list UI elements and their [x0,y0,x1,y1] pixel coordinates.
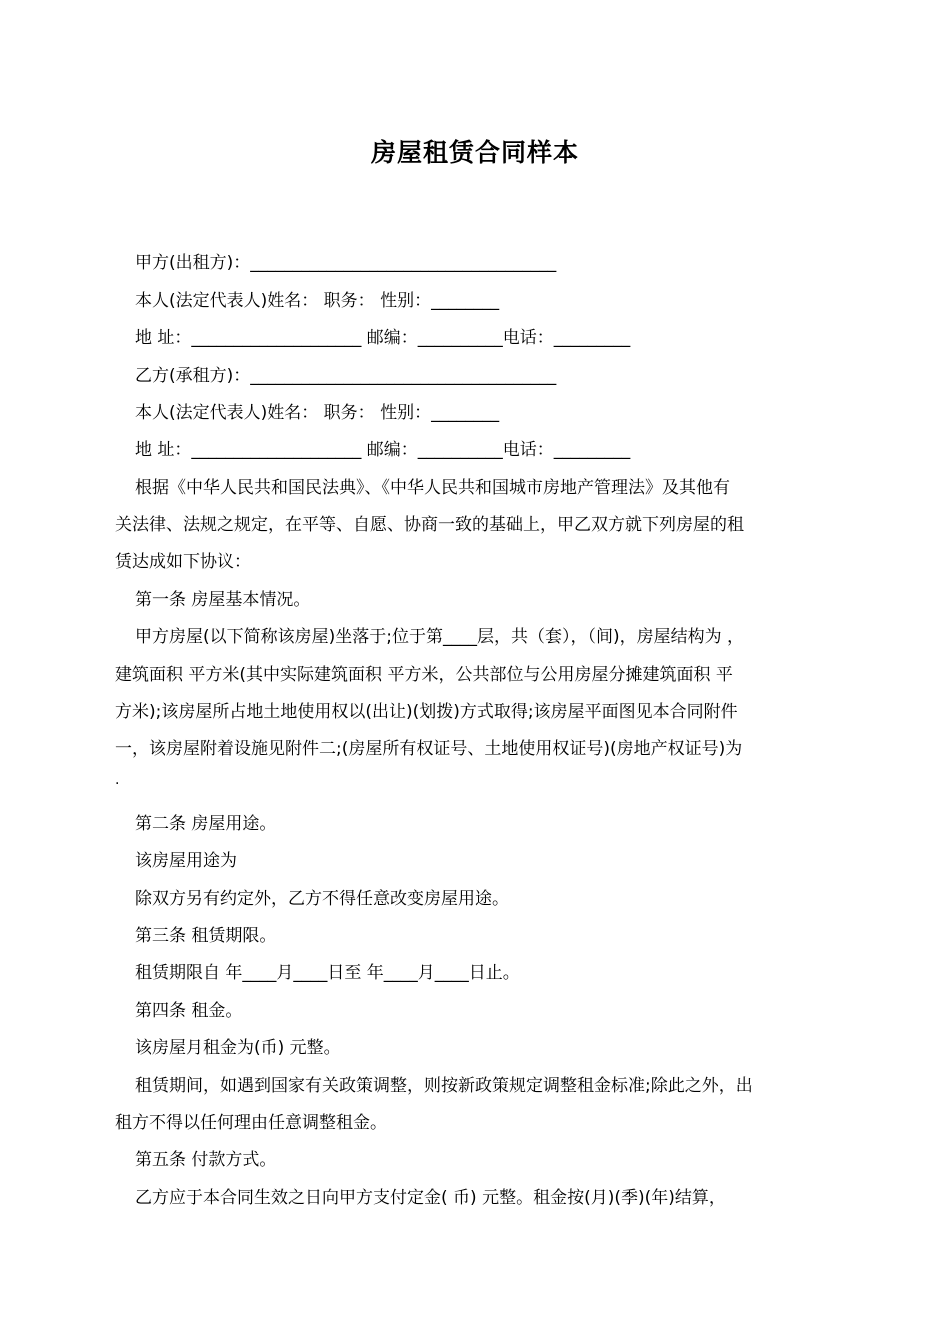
article-body-line: 租赁期限自 年____月____日至 年____月____日止。 [135,963,520,983]
preamble-line: 关法律、法规之规定，在平等、自愿、协商一致的基础上，甲乙双方就下列房屋的租 [115,515,744,535]
article-body-line: 该房屋用途为 [135,851,237,871]
article-body-line: 该房屋月租金为(币) 元整。 [135,1038,341,1058]
article-body-line: 建筑面积 平方米(其中实际建筑面积 平方米，公共部位与公用房屋分摊建筑面积 平 [115,665,733,685]
party-a-address-line: 地 址：____________________ 邮编：__________电话：_________ [135,328,631,348]
document-title: 房屋租赁合同样本 [370,138,579,167]
preamble-line: 根据《中华人民共和国民法典》、《中华人民共和国城市房地产管理法》及其他有 [135,478,730,498]
party-b-rep-line: 本人(法定代表人)姓名： 职务： 性别：________ [135,403,500,423]
article-body-line: 租赁期间，如遇到国家有关政策调整，则按新政策规定调整租金标准;除此之外，出 [135,1076,753,1096]
party-a-rep-line: 本人(法定代表人)姓名： 职务： 性别：________ [135,291,500,311]
article-body-line: 乙方应于本合同生效之日向甲方支付定金( 币) 元整。租金按(月)(季)(年)结算， [135,1188,726,1208]
preamble-line: 赁达成如下协议： [115,552,251,572]
article-body-line: 租方不得以任何理由任意调整租金。 [115,1113,387,1133]
article-body-line: 方米);该房屋所占地土地使用权以(出让)(划拨)方式取得;该房屋平面图见本合同附件 [115,702,738,722]
article-body-line: 除双方另有约定外，乙方不得任意改变房屋用途。 [135,889,509,909]
party-b-line: 乙方(承租方)：____________________________________ [135,366,557,386]
article-body-line: 一，该房屋附着设施见附件二;(房屋所有权证号、土地使用权证号)(房地产权证号)为 [115,739,743,759]
article-heading: 第一条 房屋基本情况。 [135,590,311,610]
party-a-line: 甲方(出租方)：____________________________________ [135,253,557,273]
party-b-address-line: 地 址：____________________ 邮编：__________电话：_________ [135,440,631,460]
article-body-line: 甲方房屋(以下简称该房屋)坐落于;位于第____层，共（套），（间)，房屋结构为 ， [135,627,745,647]
article-heading: 第四条 租金。 [135,1001,243,1021]
article-body-line: . [115,772,120,788]
article-heading: 第五条 付款方式。 [135,1150,277,1170]
article-heading: 第二条 房屋用途。 [135,814,277,834]
article-heading: 第三条 租赁期限。 [135,926,277,946]
